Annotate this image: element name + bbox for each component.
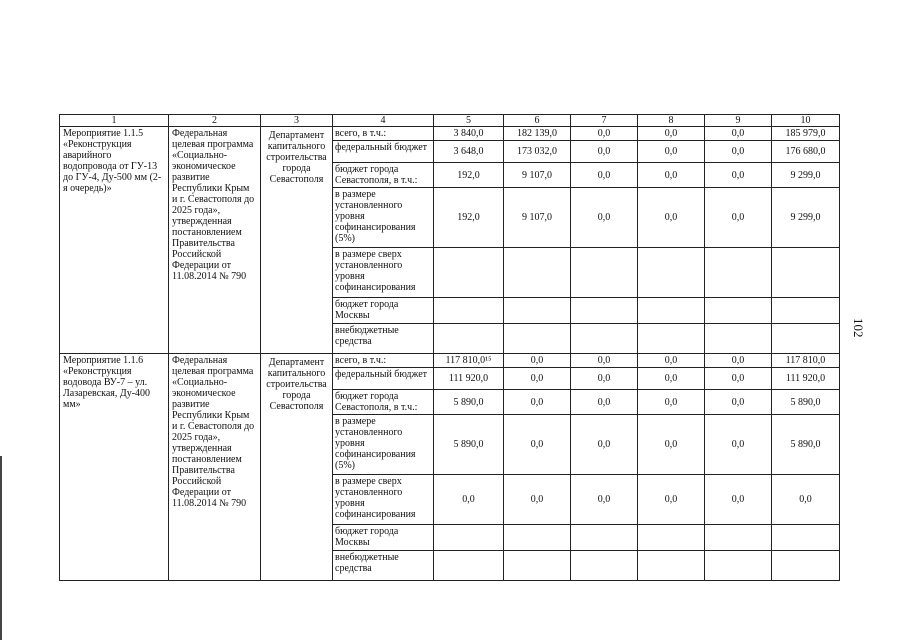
funding-source-label: в размере сверх установленного уровня софинансирования <box>333 475 434 525</box>
funding-source-label: федеральный бюджет <box>333 368 434 390</box>
value-cell: 0,0 <box>705 475 772 525</box>
value-cell: 0,0 <box>434 475 504 525</box>
value-cell: 9 107,0 <box>504 163 571 188</box>
measure-cell: Мероприятие 1.1.6 «Реконструкция водовода ВУ-7 – ул. Лазаревская, Ду-400 мм» <box>60 354 169 581</box>
value-cell: 0,0 <box>571 390 638 415</box>
measure-cell: Мероприятие 1.1.5 «Реконструкция аварийного водопровода от ГУ-13 до ГУ-4, Ду-500 мм (2-я очередь)» <box>60 127 169 354</box>
value-cell: 192,0 <box>434 188 504 248</box>
value-cell <box>705 525 772 551</box>
value-cell <box>434 324 504 354</box>
value-cell: 117 810,0¹⁵ <box>434 354 504 368</box>
value-cell: 0,0 <box>638 141 705 163</box>
value-cell: 0,0 <box>638 415 705 475</box>
value-cell <box>571 324 638 354</box>
funding-source-label: в размере установленного уровня софинансирования (5%) <box>333 415 434 475</box>
value-cell: 0,0 <box>638 127 705 141</box>
value-cell <box>504 324 571 354</box>
funding-source-label: в размере установленного уровня софинансирования (5%) <box>333 188 434 248</box>
value-cell: 0,0 <box>571 188 638 248</box>
value-cell <box>772 298 840 324</box>
value-cell: 0,0 <box>638 188 705 248</box>
value-cell: 0,0 <box>571 475 638 525</box>
value-cell <box>434 551 504 581</box>
value-cell: 3 840,0 <box>434 127 504 141</box>
value-cell <box>638 298 705 324</box>
value-cell <box>772 248 840 298</box>
value-cell: 0,0 <box>638 354 705 368</box>
value-cell: 9 107,0 <box>504 188 571 248</box>
value-cell <box>638 525 705 551</box>
scan-edge-mark <box>0 456 2 640</box>
header-cell: 4 <box>333 115 434 127</box>
value-cell: 0,0 <box>705 354 772 368</box>
value-cell: 9 299,0 <box>772 188 840 248</box>
page-number: 102 <box>851 318 866 338</box>
value-cell: 111 920,0 <box>434 368 504 390</box>
value-cell: 0,0 <box>571 163 638 188</box>
value-cell <box>504 248 571 298</box>
value-cell: 0,0 <box>571 141 638 163</box>
table-row <box>60 127 840 141</box>
value-cell <box>638 551 705 581</box>
value-cell <box>434 525 504 551</box>
header-cell: 1 <box>60 115 169 127</box>
value-cell: 0,0 <box>504 354 571 368</box>
value-cell <box>434 248 504 298</box>
value-cell: 0,0 <box>571 415 638 475</box>
value-cell: 185 979,0 <box>772 127 840 141</box>
value-cell: 5 890,0 <box>434 390 504 415</box>
header-cell: 6 <box>504 115 571 127</box>
value-cell: 0,0 <box>571 127 638 141</box>
funding-source-label: всего, в т.ч.: <box>333 354 434 368</box>
value-cell: 117 810,0 <box>772 354 840 368</box>
value-cell: 0,0 <box>705 415 772 475</box>
value-cell: 0,0 <box>705 188 772 248</box>
value-cell: 0,0 <box>504 390 571 415</box>
value-cell: 0,0 <box>705 141 772 163</box>
value-cell: 0,0 <box>504 368 571 390</box>
value-cell <box>772 551 840 581</box>
value-cell <box>772 525 840 551</box>
header-cell: 3 <box>261 115 333 127</box>
header-cell: 5 <box>434 115 504 127</box>
value-cell: 0,0 <box>638 368 705 390</box>
funding-source-label: федеральный бюджет <box>333 141 434 163</box>
funding-source-label: бюджет города Москвы <box>333 525 434 551</box>
department-cell: Департамент капитального строительства города Севастополя <box>261 354 333 581</box>
value-cell <box>571 248 638 298</box>
value-cell <box>705 551 772 581</box>
budget-table <box>59 114 840 581</box>
value-cell: 0,0 <box>571 354 638 368</box>
value-cell: 0,0 <box>705 127 772 141</box>
value-cell: 0,0 <box>772 475 840 525</box>
funding-source-label: бюджет города Москвы <box>333 298 434 324</box>
value-cell: 5 890,0 <box>772 390 840 415</box>
value-cell <box>504 525 571 551</box>
value-cell: 0,0 <box>705 390 772 415</box>
value-cell <box>504 551 571 581</box>
department-cell: Департамент капитального строительства города Севастополя <box>261 127 333 354</box>
table-row <box>60 354 840 368</box>
value-cell <box>705 248 772 298</box>
funding-source-label: бюджет города Севастополя, в т.ч.: <box>333 390 434 415</box>
value-cell: 0,0 <box>571 368 638 390</box>
value-cell: 0,0 <box>705 163 772 188</box>
header-cell: 9 <box>705 115 772 127</box>
funding-source-label: внебюджетные средства <box>333 551 434 581</box>
value-cell: 5 890,0 <box>434 415 504 475</box>
value-cell <box>638 248 705 298</box>
value-cell <box>638 324 705 354</box>
value-cell <box>772 324 840 354</box>
header-cell: 10 <box>772 115 840 127</box>
value-cell: 111 920,0 <box>772 368 840 390</box>
value-cell <box>571 551 638 581</box>
value-cell: 0,0 <box>504 475 571 525</box>
value-cell: 0,0 <box>638 163 705 188</box>
funding-source-label: бюджет города Севастополя, в т.ч.: <box>333 163 434 188</box>
program-cell: Федеральная целевая программа «Социально-экономическое развитие Республики Крым и г. Севастополя до 2025 года», утвержденная постановлением Правительства Российской Федерации от 11.08.2014 № 790 <box>169 127 261 354</box>
value-cell: 173 032,0 <box>504 141 571 163</box>
value-cell: 182 139,0 <box>504 127 571 141</box>
funding-source-label: внебюджетные средства <box>333 324 434 354</box>
value-cell <box>504 298 571 324</box>
program-cell: Федеральная целевая программа «Социально-экономическое развитие Республики Крым и г. Севастополя до 2025 года», утвержденная постановлением Правительства Российской Федерации от 11.08.2014 № 790 <box>169 354 261 581</box>
value-cell <box>571 525 638 551</box>
header-row <box>60 115 840 127</box>
value-cell: 0,0 <box>638 475 705 525</box>
header-cell: 7 <box>571 115 638 127</box>
funding-source-label: в размере сверх установленного уровня софинансирования <box>333 248 434 298</box>
value-cell: 9 299,0 <box>772 163 840 188</box>
header-cell: 8 <box>638 115 705 127</box>
value-cell: 5 890,0 <box>772 415 840 475</box>
value-cell: 192,0 <box>434 163 504 188</box>
value-cell <box>705 324 772 354</box>
header-cell: 2 <box>169 115 261 127</box>
value-cell <box>571 298 638 324</box>
value-cell: 0,0 <box>504 415 571 475</box>
value-cell: 176 680,0 <box>772 141 840 163</box>
value-cell: 0,0 <box>638 390 705 415</box>
value-cell <box>434 298 504 324</box>
value-cell: 0,0 <box>705 368 772 390</box>
funding-source-label: всего, в т.ч.: <box>333 127 434 141</box>
value-cell <box>705 298 772 324</box>
value-cell: 3 648,0 <box>434 141 504 163</box>
